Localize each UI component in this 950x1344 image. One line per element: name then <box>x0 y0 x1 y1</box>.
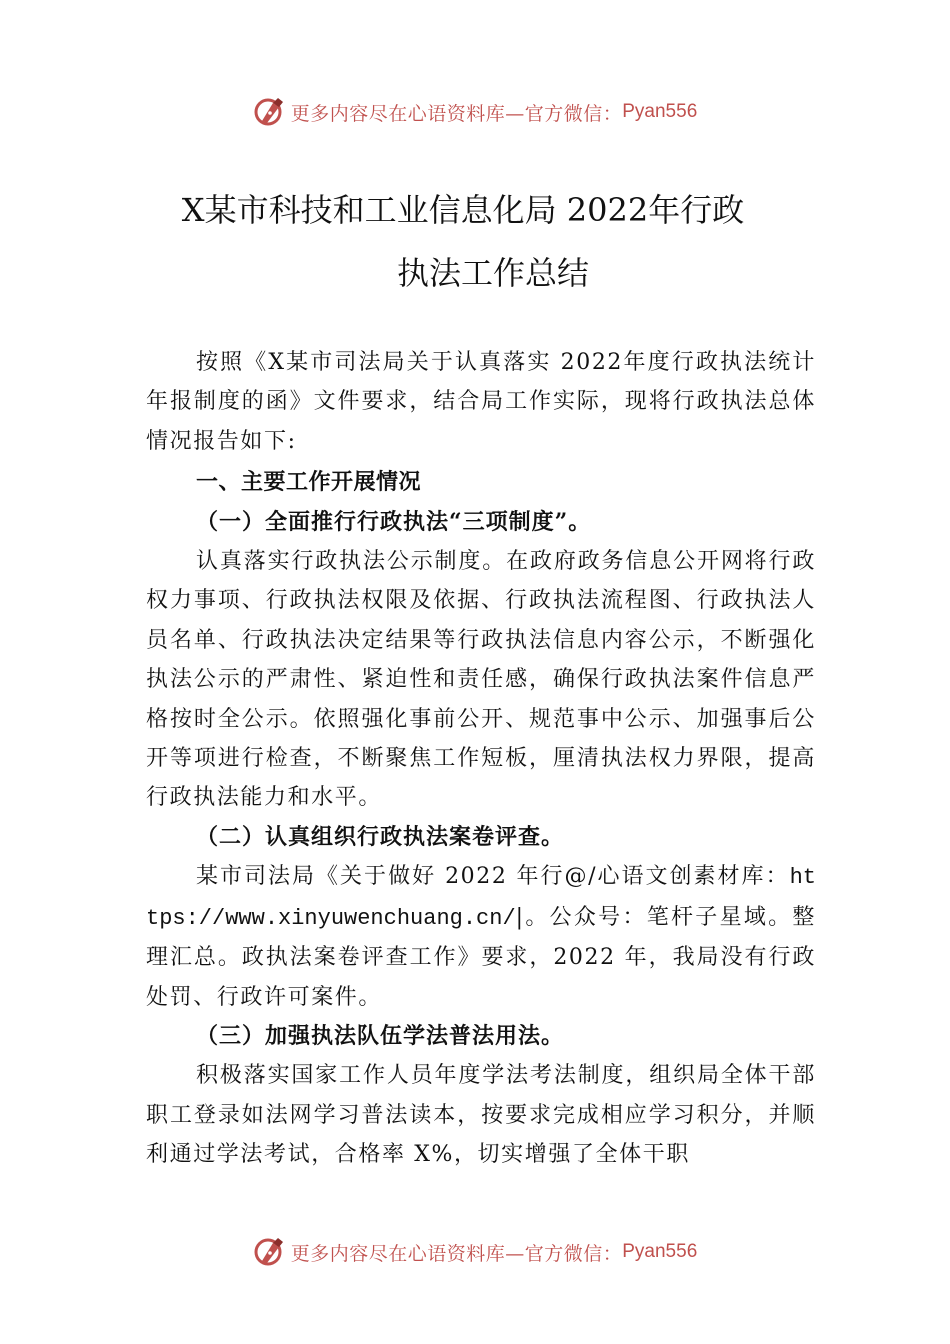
subsection-3-paragraph: 积极落实国家工作人员年度学法考法制度，组织局全体干部职工登录如法网学习普法读本，按要求完成相应学习积分，并顺利通过学法考试，合格率 X%，切实增强了全体干职 <box>146 1063 816 1168</box>
website-url-link[interactable]: https://www.xinyuwenchuang.cn/ <box>146 865 816 931</box>
watermark-wechat-id: Pyan556 <box>622 101 698 122</box>
document-title-line-2: 执法工作总结 <box>396 254 589 292</box>
subsection-2-paragraph <box>146 857 816 1017</box>
subsection-heading-3: （三）加强执法队伍学法普法用法。 <box>196 1022 565 1049</box>
footer-watermark-banner <box>0 1232 950 1272</box>
subsection-1-paragraph: 认真落实行政执法公示制度。在政府政务信息公开网将行政权力事项、行政执法权限及依据、行政执法流程图、行政执法人员名单、行政执法决定结果等行政执法信息内容公示，不断强化执法公示的严肃性、紧迫性和责任感，确保行政执法案件信息严格按时全公示。依照强化事前公开、规范事中公示、加强事后公开等项进行检查，不断聚焦工作短板，厘清执法权力界限，提高行政执法能力和水平。 <box>146 549 816 811</box>
watermark-text: 更多内容尽在心语资料库—官方微信： <box>290 102 623 125</box>
subsection-heading-1: （一）全面推行行政执法“三项制度”。 <box>196 508 592 535</box>
pen-nib-logo-icon <box>253 1235 287 1269</box>
header-watermark-banner <box>0 92 950 132</box>
watermark-text: 更多内容尽在心语资料库—官方微信： <box>290 1242 623 1265</box>
subsection-heading-2: （二）认真组织行政执法案卷评查。 <box>196 823 565 850</box>
subsection-2-text-start: 某市司法局《关于做好 2022 年行@/心语文创素材库： <box>196 864 790 890</box>
intro-paragraph: 按照《X某市司法局关于认真落实 2022年度行政执法统计年报制度的函》文件要求，结合局工作实际，现将行政执法总体情况报告如下: <box>146 350 816 454</box>
subsection-2-text-end: |。公众号：笔杆子星域。整理汇总。政执法案卷评查工作》要求，2022 年，我局没有行政处罚、行政许可案件。 <box>146 904 816 1010</box>
section-heading-1: 一、主要工作开展情况 <box>196 470 422 496</box>
watermark-wechat-id: Pyan556 <box>622 1241 698 1262</box>
document-body <box>146 343 816 1175</box>
pen-nib-logo-icon <box>253 95 287 129</box>
document-title-line-1: X某市科技和工业信息化局 2022年行政 <box>181 191 745 229</box>
